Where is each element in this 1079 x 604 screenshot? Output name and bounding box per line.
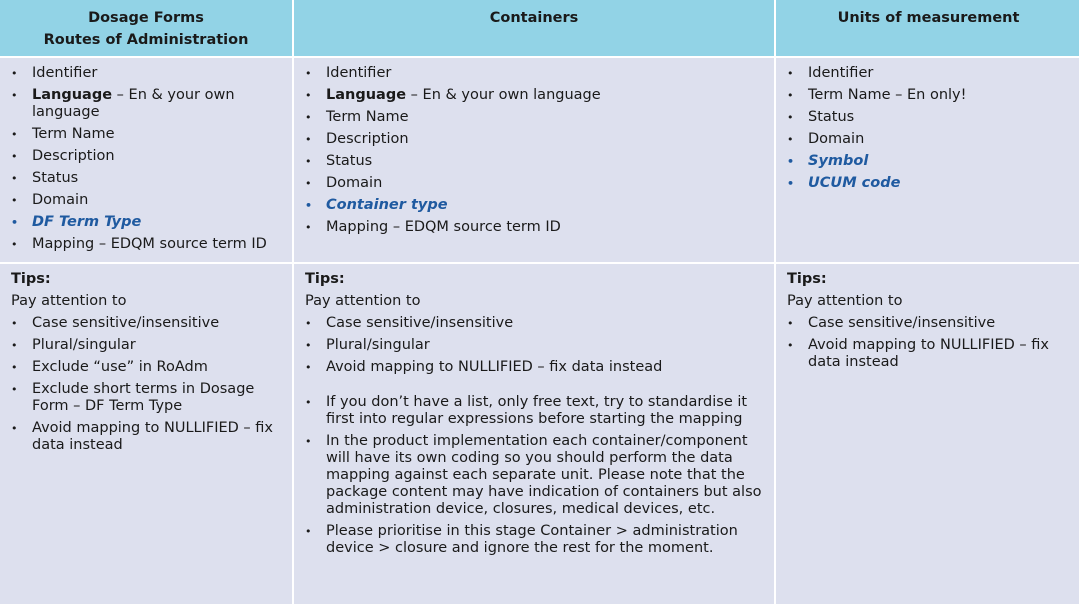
list-item: • Status — [305, 153, 764, 170]
list-item: • Term Name — [11, 126, 282, 143]
header-units-of-measurement: Units of measurement — [776, 0, 1079, 56]
list-item: • Case sensitive/insensitive — [11, 315, 282, 332]
list-item: • Identifier — [305, 65, 764, 82]
list-item: • Exclude short terms in Dosage Form – DF Term Type — [11, 381, 282, 415]
list-item — [11, 87, 282, 121]
tips-dosage-forms — [0, 264, 292, 604]
tips-title: Tips: — [787, 271, 827, 287]
fields-units-of-measurement — [776, 58, 1079, 262]
tips-list — [305, 315, 764, 376]
language-detail: – En & your own language — [406, 87, 601, 103]
list-item: • Case sensitive/insensitive — [787, 315, 1071, 332]
list-item: • Avoid mapping to NULLIFIED – fix data instead — [305, 359, 764, 376]
tips-intro: Pay attention to — [787, 293, 903, 309]
list-item: • Description — [11, 148, 282, 165]
list-item: • In the product implementation each container/component will have its own coding so you should perform the data mapping against each separate unit. Please note that the package content may have indication of containers but also administration device, closures, medical devices, etc. — [305, 433, 764, 518]
language-label: Language — [326, 87, 407, 103]
tips-title: Tips: — [305, 271, 345, 287]
list-item: • Exclude “use” in RoAdm — [11, 359, 282, 376]
language-label: Language — [32, 87, 113, 103]
language-detail: – En & your own language — [32, 87, 235, 120]
list-item: • Domain — [787, 131, 1071, 148]
list-item: • Please prioritise in this stage Container > administration device > closure and ignore the rest for the moment. — [305, 523, 764, 557]
list-item-symbol: • Symbol — [787, 153, 1071, 170]
list-item: • Description — [305, 131, 764, 148]
list-item: • Status — [11, 170, 282, 187]
list-item: • Domain — [11, 192, 282, 209]
fields-containers — [294, 58, 774, 262]
tips-list — [11, 315, 282, 454]
list-item: • Identifier — [787, 65, 1071, 82]
header-containers: Containers — [294, 0, 774, 56]
tips-containers — [294, 264, 774, 604]
header-dosage-forms-line2: Routes of Administration — [43, 32, 249, 48]
list-item: • Domain — [305, 175, 764, 192]
list-item-container-type: • Container type — [305, 197, 764, 214]
field-list — [787, 65, 1071, 192]
tips-intro: Pay attention to — [11, 293, 127, 309]
list-item — [305, 87, 764, 104]
tips-intro: Pay attention to — [305, 293, 421, 309]
field-list — [305, 65, 764, 236]
list-item-ucum-code: • UCUM code — [787, 175, 1071, 192]
list-item: • Mapping – EDQM source term ID — [305, 219, 764, 236]
header-dosage-forms-line1: Dosage Forms — [88, 10, 204, 26]
tips-units-of-measurement — [776, 264, 1079, 604]
list-item: • Plural/singular — [305, 337, 764, 354]
list-item: • Term Name – En only! — [787, 87, 1071, 104]
tips-list-extended — [305, 394, 764, 557]
list-item: • Avoid mapping to NULLIFIED – fix data instead — [787, 337, 1071, 371]
header-dosage-forms — [0, 0, 292, 56]
field-list — [11, 65, 282, 253]
list-item: • Term Name — [305, 109, 764, 126]
list-item: • Case sensitive/insensitive — [305, 315, 764, 332]
list-item: • If you don’t have a list, only free text, try to standardise it first into regular expressions before starting the mapping — [305, 394, 764, 428]
list-item: • Mapping – EDQM source term ID — [11, 236, 282, 253]
list-item: • Identifier — [11, 65, 282, 82]
fields-dosage-forms — [0, 58, 292, 262]
tips-title: Tips: — [11, 271, 51, 287]
list-item-df-term-type: • DF Term Type — [11, 214, 282, 231]
list-item: • Status — [787, 109, 1071, 126]
list-item: • Avoid mapping to NULLIFIED – fix data instead — [11, 420, 282, 454]
tips-list — [787, 315, 1071, 371]
list-item: • Plural/singular — [11, 337, 282, 354]
